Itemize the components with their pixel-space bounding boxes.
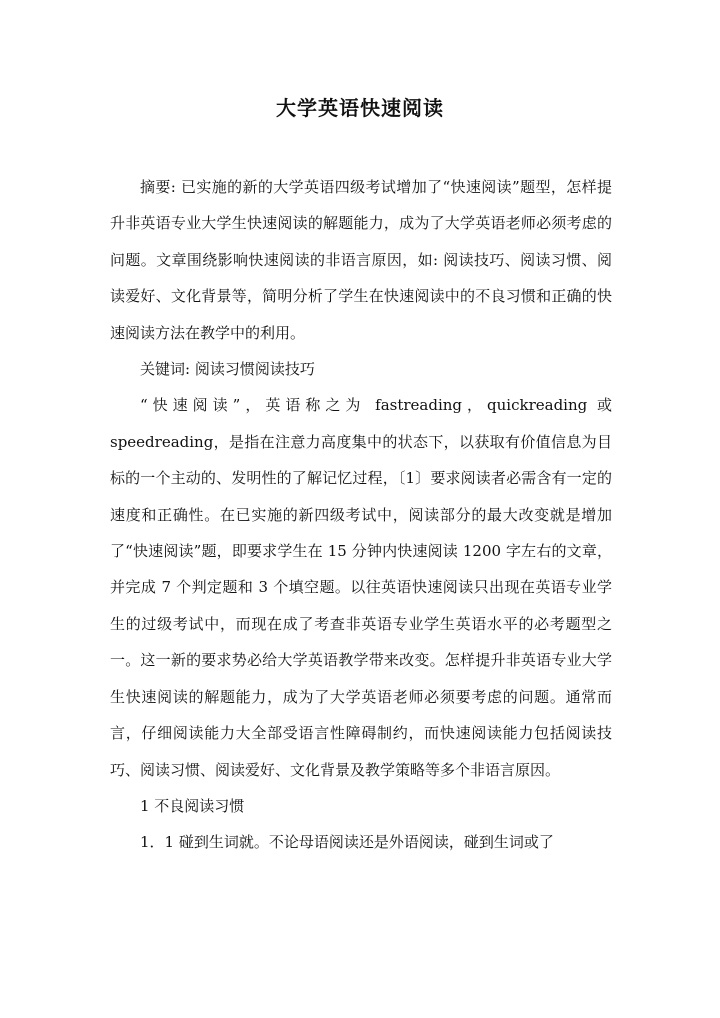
keywords-paragraph: 关键词: 阅读习惯阅读技巧: [140, 360, 315, 379]
subsection-paragraph: 1．1 碰到生词就。不论母语阅读还是外语阅读，碰到生词或了: [140, 833, 554, 852]
intro-paragraph: “快速阅读”，英语称之为 fastreading，quickreading 或 speedreading，是指在注意力高度集中的状态下，以获取有价值信息为目标的一个主动的、发明性的了解记忆过程，〔1〕要求阅读者必需含有一定的速度和正确性。在已实施的新四级考试中，阅读部分的最大改变就是增加了“快速阅读”题，即要求学生在 15 分钟内快速阅读 1200 字左右的文章，并完成 7 个判定题和 3 个填空题。以往英语快速阅读只出现在英语专业学生的过级考试中，而现在成了考查非英语专业学生英语水平的必考题型之一。这一新的要求势必给大学英语教学带来改变。怎样提升非英语专业大学生快速阅读的解题能力，成为了大学英语老师必须要考虑的问题。通常而言，仔细阅读能力大全部受语言性障碍制约，而快速阅读能力包括阅读技巧、阅读习惯、阅读爱好、文化背景及教学策略等多个非语言原因。: [110, 396, 612, 779]
document-body: [110, 169, 612, 861]
section-heading: 1 不良阅读习惯: [140, 796, 245, 815]
document-title: 大学英语快速阅读: [276, 96, 444, 120]
abstract-paragraph: 摘要: 已实施的新的大学英语四级考试增加了“快速阅读”题型，怎样提升非英语专业大学生快速阅读的解题能力，成为了大学英语老师必须考虑的问题。文章围绕影响快速阅读的非语言原因，如: 阅读技巧、阅读习惯、阅读爱好、文化背景等，简明分析了学生在快速阅读中的不良习惯和正确的快速阅读方法在教学中的利用。: [110, 178, 612, 342]
